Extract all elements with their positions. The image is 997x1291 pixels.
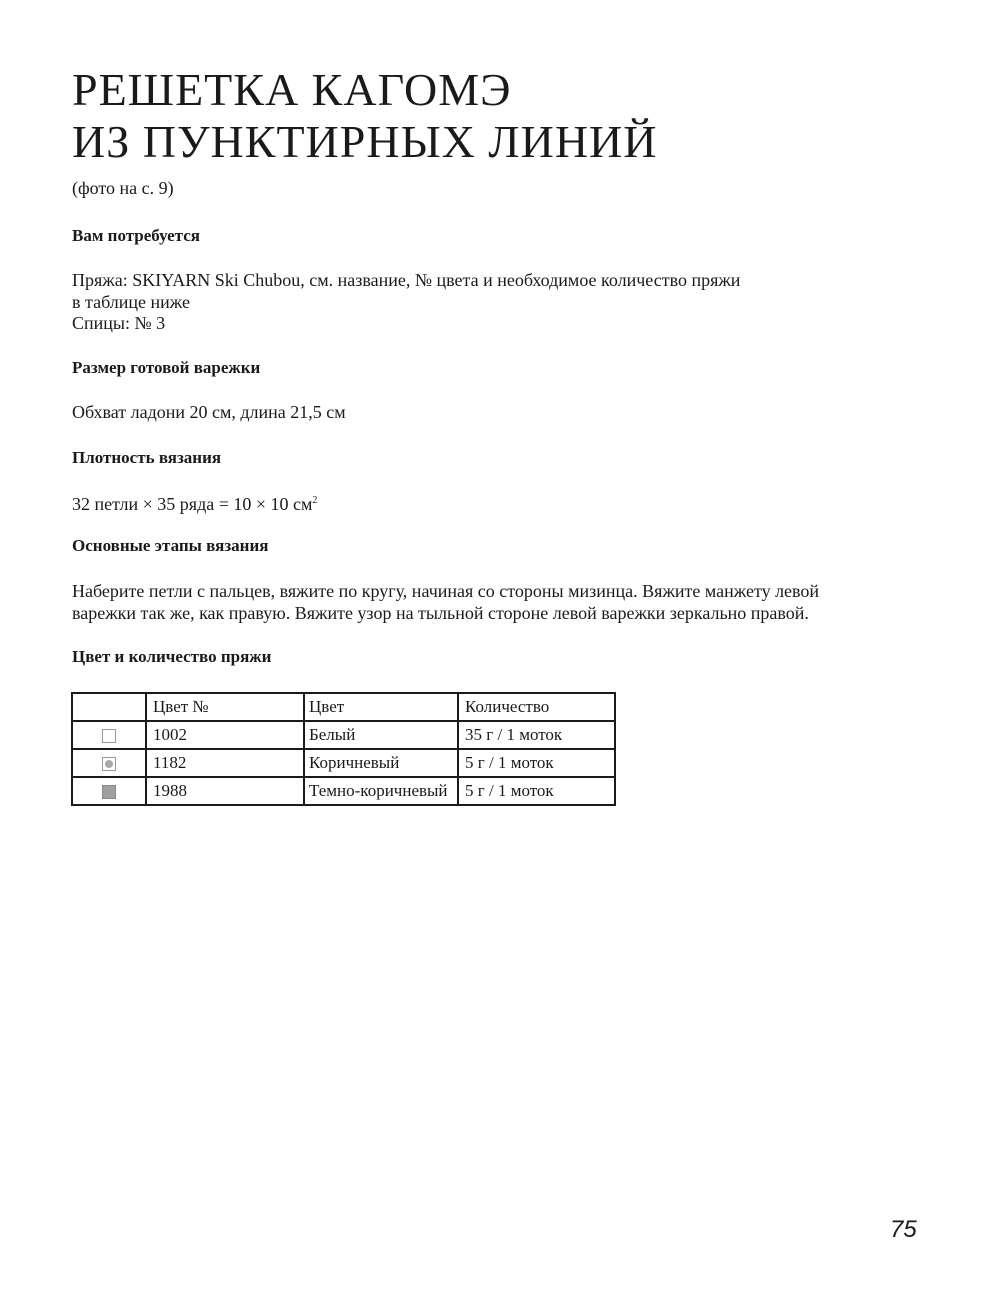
colors-heading: Цвет и количество пряжи xyxy=(72,647,272,666)
amount: 5 г / 1 моток xyxy=(458,777,615,805)
color-number: 1182 xyxy=(146,749,304,777)
steps-heading: Основные этапы вязания xyxy=(72,536,269,555)
table-row xyxy=(72,777,615,805)
header-symbol xyxy=(72,693,146,721)
gauge-heading: Плотность вязания xyxy=(72,448,222,467)
color-name: Темно-коричневый xyxy=(304,777,458,805)
header-amount: Количество xyxy=(458,693,615,721)
yarn-table xyxy=(71,692,616,806)
table-row xyxy=(72,749,615,777)
size-heading: Размер готовой варежки xyxy=(72,358,261,377)
needles-text: Спицы: № 3 xyxy=(72,313,166,333)
page-title xyxy=(72,64,658,168)
header-color-number: Цвет № xyxy=(146,693,304,721)
dot-square-icon xyxy=(102,757,116,771)
gauge-value: 32 петли × 35 ряда = 10 × 10 см xyxy=(72,494,313,514)
table-row xyxy=(72,721,615,749)
size-text: Обхват ладони 20 см, длина 21,5 см xyxy=(72,402,346,422)
title-line-1: РЕШЕТКА КАГОМЭ xyxy=(72,64,512,115)
header-color: Цвет xyxy=(304,693,458,721)
steps-text-line-1: Наберите петли с пальцев, вяжите по кругу, начиная со стороны мизинца. Вяжите манжету левой xyxy=(72,581,820,601)
materials-heading: Вам потребуется xyxy=(72,226,200,245)
yarn-text-line-2: в таблице ниже xyxy=(72,292,190,312)
color-name: Коричневый xyxy=(304,749,458,777)
color-number: 1002 xyxy=(146,721,304,749)
title-line-2: ИЗ ПУНКТИРНЫХ ЛИНИЙ xyxy=(72,116,658,167)
gauge-superscript: 2 xyxy=(312,495,318,506)
filled-square-icon xyxy=(102,785,116,799)
photo-reference: (фото на с. 9) xyxy=(72,178,174,198)
steps-text-line-2: варежки так же, как правую. Вяжите узор на тыльной стороне левой варежки зеркально правой. xyxy=(72,603,809,623)
table-header-row xyxy=(72,693,615,721)
page-number: 75 xyxy=(890,1216,917,1243)
empty-square-icon xyxy=(102,729,116,743)
gauge-text xyxy=(72,490,317,515)
color-number: 1988 xyxy=(146,777,304,805)
amount: 5 г / 1 моток xyxy=(458,749,615,777)
color-name: Белый xyxy=(304,721,458,749)
amount: 35 г / 1 моток xyxy=(458,721,615,749)
yarn-text-line-1: Пряжа: SKIYARN Ski Chubou, см. название, № цвета и необходимое количество пряжи xyxy=(72,270,741,290)
